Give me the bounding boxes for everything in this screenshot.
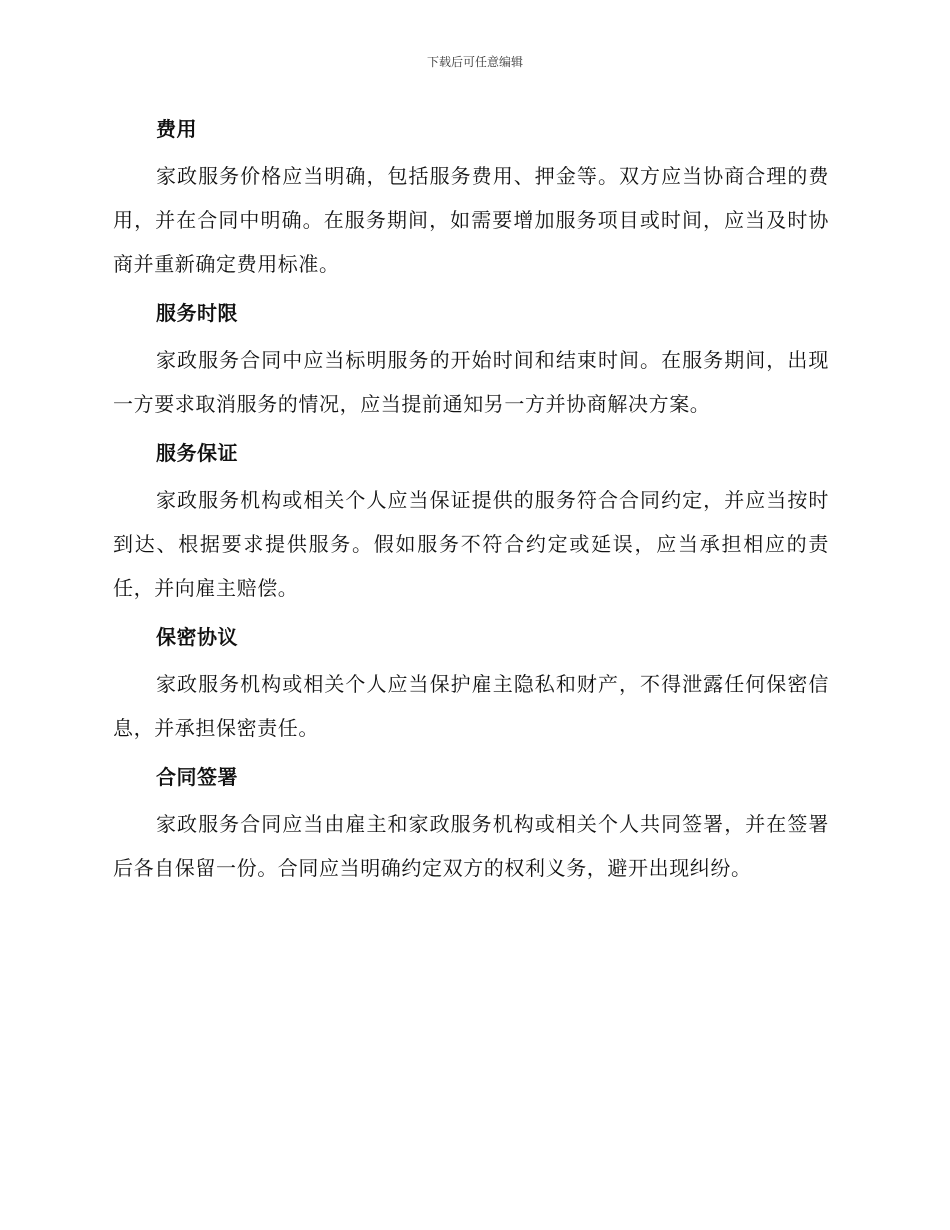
- document-body: [113, 112, 829, 900]
- section-body-contract-signing: 家政服务合同应当由雇主和家政服务机构或相关个人共同签署，并在签署后各自保留一份。合同应当明确约定双方的权利义务，避开出现纠纷。: [113, 812, 829, 880]
- section-title-confidentiality: 保密协议: [156, 625, 238, 649]
- section-title-fees: 费用: [156, 117, 197, 141]
- section-title-contract-signing: 合同签署: [156, 765, 238, 789]
- section-title-service-guarantee: 服务保证: [156, 441, 238, 465]
- page-header: 下载后可任意编辑: [426, 55, 523, 69]
- section-body-confidentiality: 家政服务机构或相关个人应当保护雇主隐私和财产，不得泄露任何保密信息，并承担保密责任。: [113, 672, 829, 740]
- section-body-service-guarantee: 家政服务机构或相关个人应当保证提供的服务符合合同约定，并应当按时到达、根据要求提供服务。假如服务不符合约定或延误，应当承担相应的责任，并向雇主赔偿。: [113, 488, 829, 600]
- section-body-service-period: 家政服务合同中应当标明服务的开始时间和结束时间。在服务期间，出现一方要求取消服务的情况，应当提前通知另一方并协商解决方案。: [113, 348, 829, 416]
- section-title-service-period: 服务时限: [156, 301, 238, 325]
- section-body-fees: 家政服务价格应当明确，包括服务费用、押金等。双方应当协商合理的费用，并在合同中明确。在服务期间，如需要增加服务项目或时间，应当及时协商并重新确定费用标准。: [113, 164, 829, 276]
